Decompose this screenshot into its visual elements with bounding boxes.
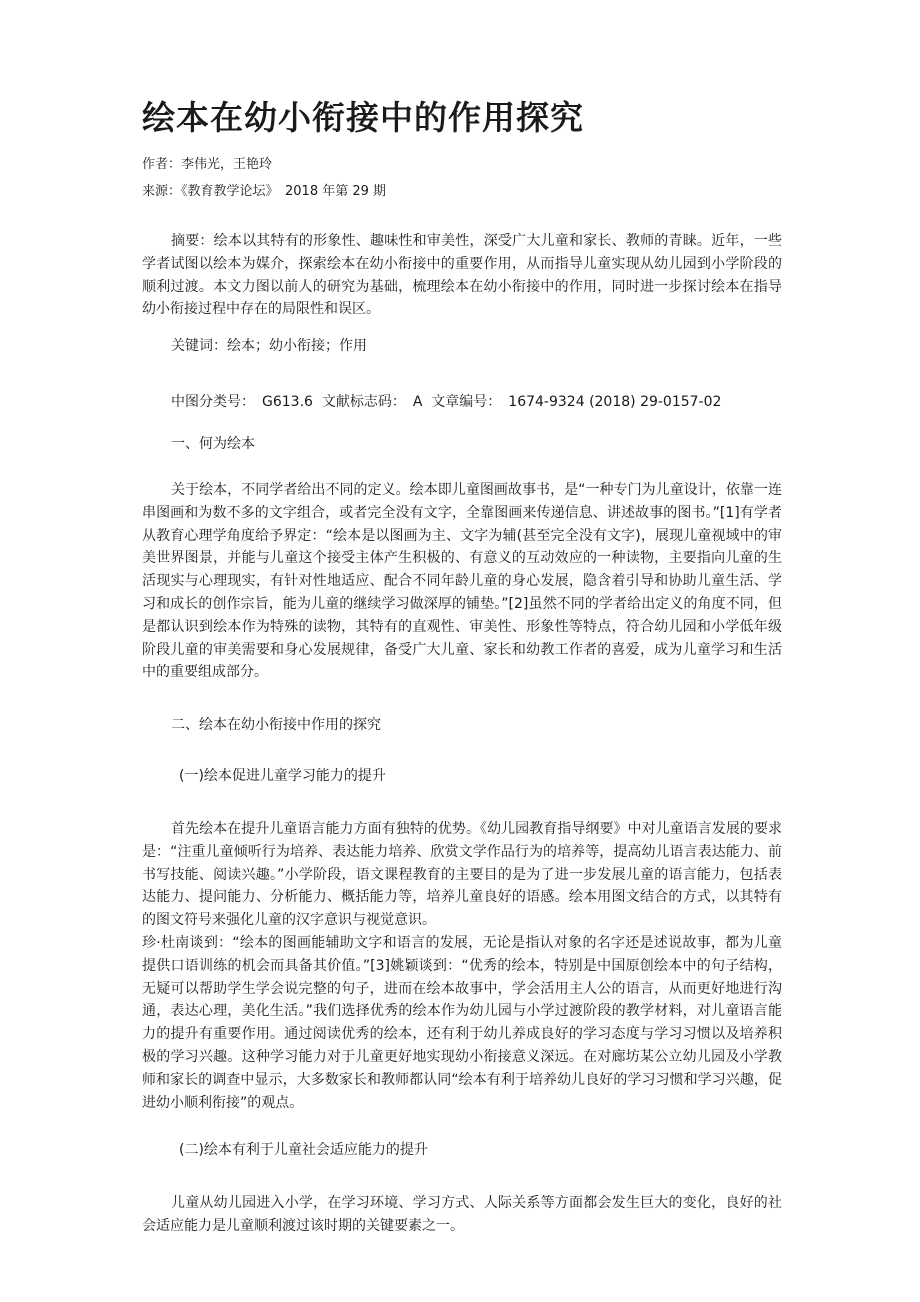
subsection-heading-1: (一)绘本促进儿童学习能力的提升 <box>179 768 386 784</box>
subsection-1-paragraph-b: 珍·杜南谈到：“绘本的图画能辅助文字和语言的发展，无论是指认对象的名字还是述说故事，都为儿童提供口语训练的机会而具备其价值。”[3]姚颖谈到：“优秀的绘本，特别是中国原创绘本中的句子结构，无疑可以帮助学生学会说完整的句子，进而在绘本故事中，学会活用主人公的语言，从而更好地进行沟通，表达心理，美化生活。”我们选择优秀的绘本作为幼儿园与小学过渡阶段的教学材料，对儿童语言能力的提升有重要作用。通过阅读优秀的绘本，还有利于幼儿养成良好的学习态度与学习习惯以及培养积极的学习兴趣。这种学习能力对于儿童更好地实现幼小衔接意义深远。在对廊坊某公立幼儿园及小学教师和家长的调查中显示，大多数家长和教师都认同“绘本有利于培养幼儿良好的学习习惯和学习兴趣，促进幼小顺利衔接”的观点。 <box>142 935 782 1111</box>
keywords-line: 关键词：绘本；幼小衔接；作用 <box>171 338 367 354</box>
subsection-heading-2: (二)绘本有利于儿童社会适应能力的提升 <box>179 1142 428 1158</box>
subsection-2-paragraph: 儿童从幼儿园进入小学，在学习环境、学习方式、人际关系等方面都会发生巨大的变化，良好的社会适应能力是儿童顺利渡过该时期的关键要素之一。 <box>142 1195 782 1234</box>
abstract-paragraph: 摘要：绘本以其特有的形象性、趣味性和审美性，深受广大儿童和家长、教师的青睐。近年，一些学者试图以绘本为媒介，探索绘本在幼小衔接中的重要作用，从而指导儿童实现从幼儿园到小学阶段的顺利过渡。本文力图以前人的研究为基础，梳理绘本在幼小衔接中的作用，同时进一步探讨绘本在指导幼小衔接过程中存在的局限性和误区。 <box>142 233 782 318</box>
section-heading-1: 一、何为绘本 <box>171 436 255 452</box>
section-heading-2: 二、绘本在幼小衔接中作用的探究 <box>171 717 381 733</box>
article-title: 绘本在幼小衔接中的作用探究 <box>142 98 584 137</box>
section-1-paragraph: 关于绘本，不同学者给出不同的定义。绘本即儿童图画故事书，是“一种专门为儿童设计，依靠一连串图画和为数不多的文字组合，或者完全没有文字，全靠图画来传递信息、讲述故事的图书。”[1]有学者从教育心理学角度给予界定：“绘本是以图画为主、文字为辅(甚至完全没有文字)，展现儿童视域中的审美世界图景，并能与儿童这个接受主体产生积极的、有意义的互动效应的一种读物，主要指向儿童的生活现实与心理现实，有针对性地适应、配合不同年龄儿童的身心发展，隐含着引导和协助儿童生活、学习和成长的创作宗旨，能为儿童的继续学习做深厚的铺垫。”[2]虽然不同的学者给出定义的角度不同，但是都认识到绘本作为特殊的读物，其特有的直观性、审美性、形象性等特点，符合幼儿园和小学低年级阶段儿童的审美需要和身心发展规律，备受广大儿童、家长和幼教工作者的喜爱，成为儿童学习和生活中的重要组成部分。 <box>142 482 782 681</box>
classification-line: 中图分类号： G613.6 文献标志码： A 文章编号： 1674-9324 (2018) 29-0157-02 <box>171 394 722 410</box>
source-line: 来源：《教育教学论坛》 2018 年第 29 期 <box>142 184 387 199</box>
author-line: 作者：李伟光，王艳玲 <box>142 157 273 172</box>
subsection-1-paragraph-a: 首先绘本在提升儿童语言能力方面有独特的优势。《幼儿园教育指导纲要》中对儿童语言发展的要求是：“注重儿童倾听行为培养、表达能力培养、欣赏文学作品行为的培养等，提高幼儿语言表达能力、前书写技能、阅读兴趣。”小学阶段，语文课程教育的主要目的是为了进一步发展儿童的语言能力，包括表达能力、提问能力、分析能力、概括能力等，培养儿童良好的语感。绘本用图文结合的方式，以其特有的图文符号来强化儿童的汉字意识与视觉意识。 <box>142 821 782 929</box>
